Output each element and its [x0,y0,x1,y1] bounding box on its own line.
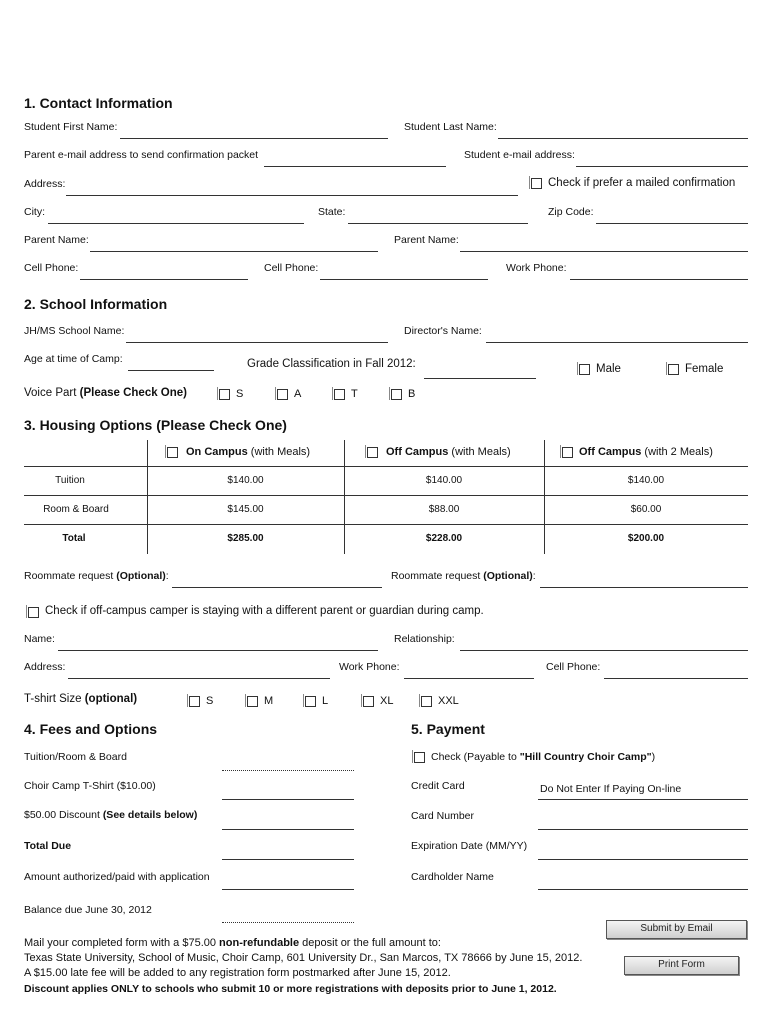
tshirt-l-label: L [322,695,329,707]
relationship-label: Relationship: [394,633,455,645]
grade-field[interactable] [424,378,536,379]
grade-label: Grade Classification in Fall 2012: [247,358,416,370]
on-campus-label: On Campus (with Meals) [186,446,311,458]
city-field[interactable] [48,223,304,224]
female-label: Female [685,363,724,375]
expiration-field[interactable] [538,859,748,860]
director-field[interactable] [486,342,748,343]
director-label: Director's Name: [404,325,482,337]
tshirt-s-checkbox[interactable] [189,696,200,707]
guardian-work-phone-field[interactable] [404,678,534,679]
discount-label: $50.00 Discount (See details below) [24,809,198,821]
check-payment-checkbox[interactable] [414,752,425,763]
voice-a-label: A [294,388,302,400]
address-label: Address: [24,178,66,190]
zip-label: Zip Code: [548,206,594,218]
parent-email-label: Parent e-mail address to send confirmation packet [24,149,259,161]
credit-card-field[interactable] [538,799,748,800]
cell-phone-2-field[interactable] [320,279,488,280]
cell-total-off-campus: $228.00 [425,533,463,544]
work-phone-label: Work Phone: [506,262,567,274]
state-label: State: [318,206,346,218]
guardian-work-phone-label: Work Phone: [339,661,400,673]
cell-tuition-off-campus: $140.00 [425,475,463,486]
off-campus-2-meals-label: Off Campus (with 2 Meals) [579,446,713,458]
cell-tuition-off-campus-2: $140.00 [627,475,665,486]
tshirt-xxl-checkbox[interactable] [421,696,432,707]
voice-t-label: T [351,388,358,400]
state-field[interactable] [348,223,528,224]
student-first-name-field[interactable] [120,138,388,139]
footer-line-4: Discount applies ONLY to schools who submit 10 or more registrations with deposits prior to June 1, 2012. [24,983,557,995]
voice-s-label: S [236,388,244,400]
work-phone-field[interactable] [570,279,748,280]
tshirt-size-label: T-shirt Size (optional) [24,693,138,705]
guardian-address-label: Address: [24,661,66,673]
student-last-name-field[interactable] [498,138,748,139]
cardholder-field[interactable] [538,889,748,890]
different-parent-checkbox[interactable] [28,607,39,618]
card-number-label: Card Number [411,810,475,822]
parent-name-1-field[interactable] [90,251,378,252]
guardian-name-field[interactable] [58,650,378,651]
city-label: City: [24,206,45,218]
roommate-request-1-field[interactable] [172,587,382,588]
student-email-label: Student e-mail address: [464,149,575,161]
parent-name-1-label: Parent Name: [24,234,89,246]
print-form-button[interactable]: Print Form [624,956,739,975]
tshirt-m-label: M [264,695,274,707]
tshirt-xl-label: XL [380,695,394,707]
student-email-field[interactable] [576,166,748,167]
zip-field[interactable] [596,223,748,224]
off-campus-2-meals-checkbox[interactable] [562,447,573,458]
guardian-address-field[interactable] [68,678,330,679]
balance-due-label: Balance due June 30, 2012 [24,904,152,916]
school-name-field[interactable] [126,342,388,343]
footer-line-3: A $15.00 late fee will be added to any registration form postmarked after June 15, 2012. [24,967,451,979]
parent-email-field[interactable] [264,166,446,167]
tshirt-fee-field[interactable] [222,799,354,800]
mailed-confirmation-checkbox[interactable] [531,178,542,189]
parent-name-2-label: Parent Name: [394,234,459,246]
total-due-field[interactable] [222,859,354,860]
section-title-school: 2. School Information [24,296,168,312]
credit-card-label: Credit Card [411,780,465,792]
section-title-fees: 4. Fees and Options [24,721,158,737]
section-title-contact: 1. Contact Information [24,95,173,111]
cell-room-on-campus: $145.00 [227,504,264,515]
check-payment-label: Check (Payable to "Hill Country Choir Camp") [431,751,656,763]
different-parent-label: Check if off-campus camper is staying with a different parent or guardian during camp. [45,605,484,617]
tshirt-l-checkbox[interactable] [305,696,316,707]
voice-a-checkbox[interactable] [277,389,288,400]
amount-authorized-field[interactable] [222,889,354,890]
guardian-cell-phone-field[interactable] [604,678,748,679]
cell-total-on-campus: $285.00 [227,533,264,544]
discount-field[interactable] [222,829,354,830]
voice-s-checkbox[interactable] [219,389,230,400]
school-name-label: JH/MS School Name: [24,325,125,337]
roommate-request-2-label: Roommate request (Optional): [391,570,536,582]
male-label: Male [596,363,621,375]
total-due-label: Total Due [24,840,72,852]
card-number-field[interactable] [538,829,748,830]
cell-phone-1-label: Cell Phone: [24,262,79,274]
amount-authorized-label: Amount authorized/paid with application [24,871,210,883]
row-label-room-board: Room & Board [43,504,109,515]
cell-total-off-campus-2: $200.00 [627,533,665,544]
age-label: Age at time of Camp: [24,353,123,365]
credit-card-value[interactable]: Do Not Enter If Paying On-line [540,783,682,795]
cell-room-off-campus-2: $60.00 [630,504,662,515]
cell-tuition-on-campus: $140.00 [227,475,264,486]
guardian-name-label: Name: [24,633,55,645]
student-first-name-label: Student First Name: [24,121,118,133]
cell-room-off-campus: $88.00 [428,504,460,515]
mailed-confirmation-label: Check if prefer a mailed confirmation [548,177,736,189]
voice-b-label: B [408,388,416,400]
submit-by-email-button[interactable]: Submit by Email [606,920,747,939]
age-field[interactable] [128,370,214,371]
tshirt-xxl-label: XXL [438,695,459,707]
footer-line-2: Texas State University, School of Music, Choir Camp, 601 University Dr., San Marcos, TX 78666 by June 15, 2012. [24,952,583,964]
off-campus-meals-checkbox[interactable] [367,447,378,458]
relationship-field[interactable] [460,650,748,651]
row-label-total: Total [62,533,86,544]
on-campus-checkbox[interactable] [167,447,178,458]
tshirt-xl-checkbox[interactable] [363,696,374,707]
balance-due-field[interactable] [222,922,354,923]
roommate-request-1-label: Roommate request (Optional): [24,570,169,582]
tshirt-s-label: S [206,695,214,707]
student-last-name-label: Student Last Name: [404,121,497,133]
voice-part-label: Voice Part (Please Check One) [24,387,188,399]
expiration-label: Expiration Date (MM/YY) [411,840,528,852]
guardian-cell-phone-label: Cell Phone: [546,661,601,673]
roommate-request-2-field[interactable] [540,587,748,588]
parent-name-2-field[interactable] [460,251,748,252]
footer-line-1: Mail your completed form with a $75.00 non-refundable deposit or the full amount to: [24,937,441,949]
voice-b-checkbox[interactable] [391,389,402,400]
off-campus-meals-label: Off Campus (with Meals) [386,446,511,458]
tuition-room-board-field[interactable] [222,770,354,771]
male-checkbox[interactable] [579,364,590,375]
tshirt-fee-label: Choir Camp T-Shirt ($10.00) [24,780,156,792]
cell-phone-1-field[interactable] [80,279,248,280]
cardholder-label: Cardholder Name [411,871,494,883]
address-field[interactable] [66,195,518,196]
voice-t-checkbox[interactable] [334,389,345,400]
female-checkbox[interactable] [668,364,679,375]
cell-phone-2-label: Cell Phone: [264,262,319,274]
section-title-payment: 5. Payment [411,721,485,737]
tshirt-m-checkbox[interactable] [247,696,258,707]
section-title-housing: 3. Housing Options (Please Check One) [24,417,287,433]
row-label-tuition: Tuition [55,475,85,486]
tuition-room-board-label: Tuition/Room & Board [24,751,127,763]
